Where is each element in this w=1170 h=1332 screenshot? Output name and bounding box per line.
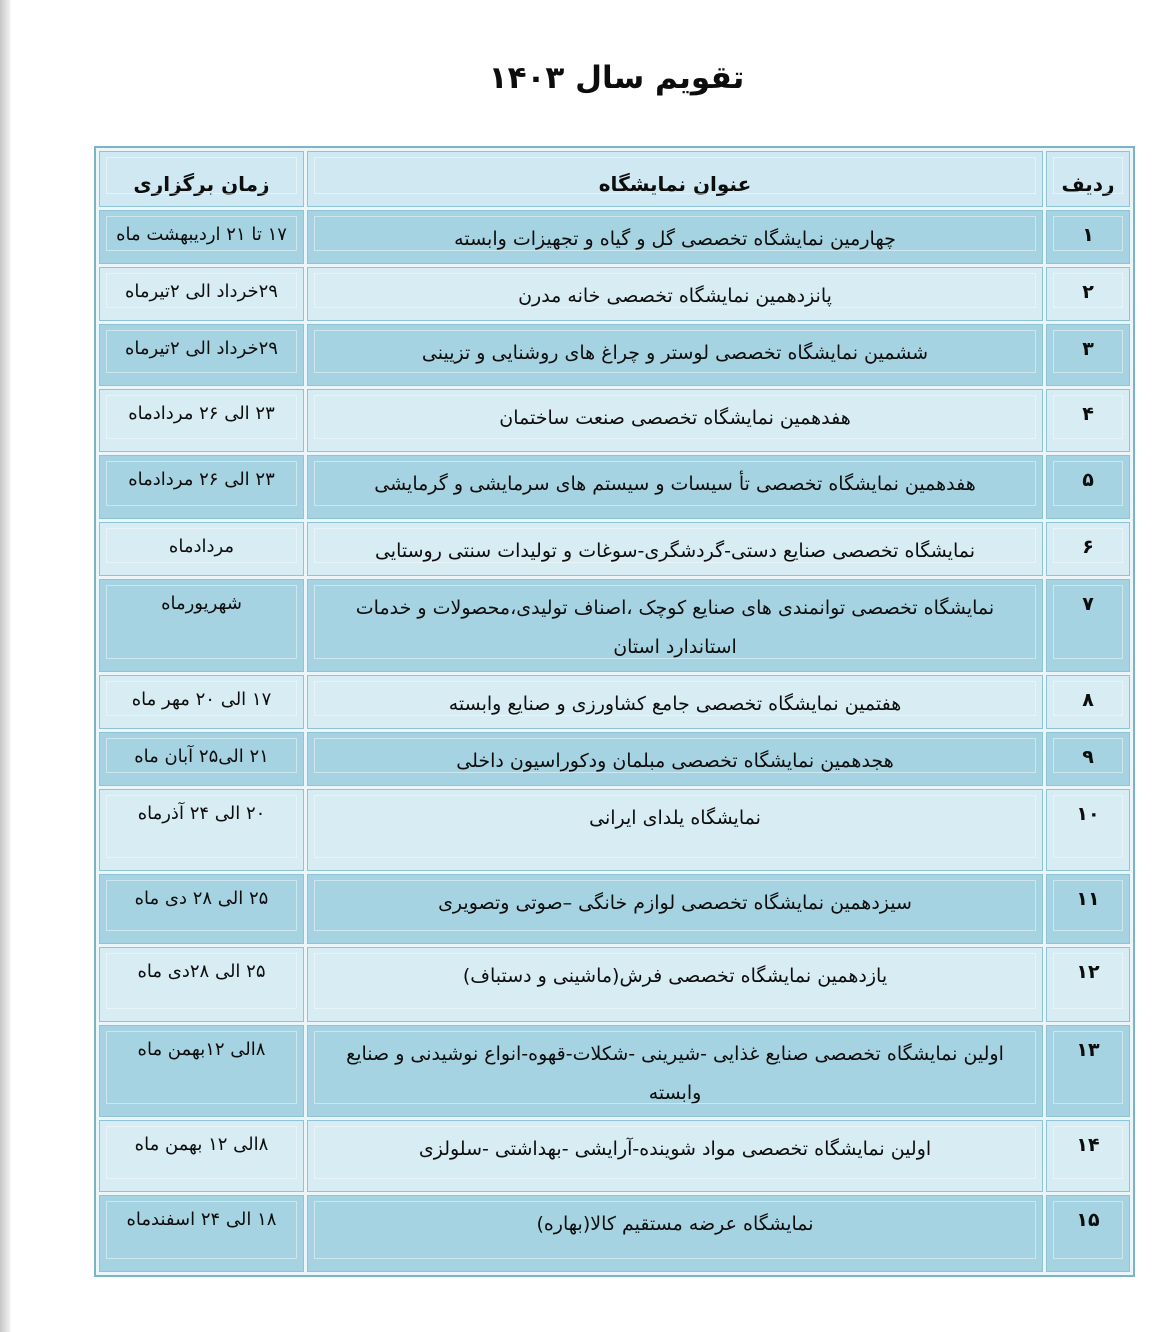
exhibition-title-cell: نمایشگاه یلدای ایرانی bbox=[307, 789, 1043, 871]
table-row bbox=[99, 210, 1130, 264]
exhibition-title-cell: هفدهمین نمایشگاه تخصصی تأ سیسات و سیستم های سرمایشی و گرمایشی bbox=[307, 455, 1043, 519]
event-time-cell: ۱۷ تا ۲۱ اردیبهشت ماه bbox=[99, 210, 304, 264]
column-header-exhibition-title: عنوان نمایشگاه bbox=[307, 151, 1043, 207]
table-row bbox=[99, 874, 1130, 944]
row-number-cell: ۱۴ bbox=[1046, 1120, 1130, 1192]
exhibitions-table bbox=[94, 146, 1135, 1277]
row-number-cell: ۱۰ bbox=[1046, 789, 1130, 871]
event-time-cell: شهریورماه bbox=[99, 579, 304, 672]
exhibition-title-cell: هفتمین نمایشگاه تخصصی جامع کشاورزی و صنایع وابسته bbox=[307, 675, 1043, 729]
event-time-cell: ۲۰ الی ۲۴ آذرماه bbox=[99, 789, 304, 871]
table-row bbox=[99, 1025, 1130, 1118]
table-row bbox=[99, 579, 1130, 672]
exhibition-title-cell: هفدهمین نمایشگاه تخصصی صنعت ساختمان bbox=[307, 389, 1043, 452]
exhibition-title-cell: نمایشگاه تخصصی صنایع دستی-گردشگری-سوغات و تولیدات سنتی روستایی bbox=[307, 522, 1043, 576]
table-row bbox=[99, 267, 1130, 321]
table-row bbox=[99, 675, 1130, 729]
event-time-cell: ۲۳ الی ۲۶ مردادماه bbox=[99, 389, 304, 452]
event-time-cell: ۲۵ الی ۲۸دی ماه bbox=[99, 947, 304, 1022]
row-number-cell: ۱۱ bbox=[1046, 874, 1130, 944]
exhibition-title-cell: ششمین نمایشگاه تخصصی لوستر و چراغ های روشنایی و تزیینی bbox=[307, 324, 1043, 386]
row-number-cell: ۱۵ bbox=[1046, 1195, 1130, 1272]
exhibition-title-cell: سیزدهمین نمایشگاه تخصصی لوازم خانگی –صوتی وتصویری bbox=[307, 874, 1043, 944]
event-time-cell: ۲۹خرداد الی ۲تیرماه bbox=[99, 267, 304, 321]
event-time-cell: ۲۱ الی۲۵ آبان ماه bbox=[99, 732, 304, 786]
row-number-cell: ۱۲ bbox=[1046, 947, 1130, 1022]
table-row bbox=[99, 947, 1130, 1022]
row-number-cell: ۱۳ bbox=[1046, 1025, 1130, 1118]
row-number-cell: ۵ bbox=[1046, 455, 1130, 519]
event-time-cell: ۲۳ الی ۲۶ مردادماه bbox=[99, 455, 304, 519]
page-edge-strip bbox=[0, 0, 11, 1332]
exhibition-title-cell: اولین نمایشگاه تخصصی صنایع غذایی -شیرینی -شکلات-قهوه-انواع نوشیدنی و صنایع وابسته bbox=[307, 1025, 1043, 1118]
exhibition-title-cell: هجدهمین نمایشگاه تخصصی مبلمان ودکوراسیون داخلی bbox=[307, 732, 1043, 786]
row-number-cell: ۸ bbox=[1046, 675, 1130, 729]
exhibition-title-cell: نمایشگاه عرضه مستقیم کالا(بهاره) bbox=[307, 1195, 1043, 1272]
event-time-cell: ۲۵ الی ۲۸ دی ماه bbox=[99, 874, 304, 944]
row-number-cell: ۴ bbox=[1046, 389, 1130, 452]
exhibition-title-cell: یازدهمین نمایشگاه تخصصی فرش(ماشینی و دستباف) bbox=[307, 947, 1043, 1022]
table-row bbox=[99, 1195, 1130, 1272]
row-number-cell: ۹ bbox=[1046, 732, 1130, 786]
event-time-cell: ۲۹خرداد الی ۲تیرماه bbox=[99, 324, 304, 386]
column-header-row-number: ردیف bbox=[1046, 151, 1130, 207]
document-content bbox=[98, 0, 1135, 1277]
table-row bbox=[99, 389, 1130, 452]
row-number-cell: ۲ bbox=[1046, 267, 1130, 321]
table-row bbox=[99, 522, 1130, 576]
table-header-row bbox=[99, 151, 1130, 207]
event-time-cell: ۸الی ۱۲بهمن ماه bbox=[99, 1025, 304, 1118]
table-row bbox=[99, 455, 1130, 519]
exhibition-title-cell: اولین نمایشگاه تخصصی مواد شوینده-آرایشی -بهداشتی -سلولزی bbox=[307, 1120, 1043, 1192]
exhibition-title-cell: نمایشگاه تخصصی توانمندی های صنایع کوچک ،اصناف تولیدی،محصولات و خدمات استاندارد استان bbox=[307, 579, 1043, 672]
column-header-event-time: زمان برگزاری bbox=[99, 151, 304, 207]
row-number-cell: ۱ bbox=[1046, 210, 1130, 264]
table-row bbox=[99, 732, 1130, 786]
page-title: تقویم سال ۱۴۰۳ bbox=[488, 60, 745, 96]
table-row bbox=[99, 789, 1130, 871]
table-row bbox=[99, 324, 1130, 386]
exhibition-title-cell: پانزدهمین نمایشگاه تخصصی خانه مدرن bbox=[307, 267, 1043, 321]
row-number-cell: ۳ bbox=[1046, 324, 1130, 386]
row-number-cell: ۶ bbox=[1046, 522, 1130, 576]
event-time-cell: ۱۸ الی ۲۴ اسفندماه bbox=[99, 1195, 304, 1272]
table-row bbox=[99, 1120, 1130, 1192]
exhibition-title-cell: چهارمین نمایشگاه تخصصی گل و گیاه و تجهیزات وابسته bbox=[307, 210, 1043, 264]
event-time-cell: ۸الی ۱۲ بهمن ماه bbox=[99, 1120, 304, 1192]
event-time-cell: مردادماه bbox=[99, 522, 304, 576]
row-number-cell: ۷ bbox=[1046, 579, 1130, 672]
event-time-cell: ۱۷ الی ۲۰ مهر ماه bbox=[99, 675, 304, 729]
